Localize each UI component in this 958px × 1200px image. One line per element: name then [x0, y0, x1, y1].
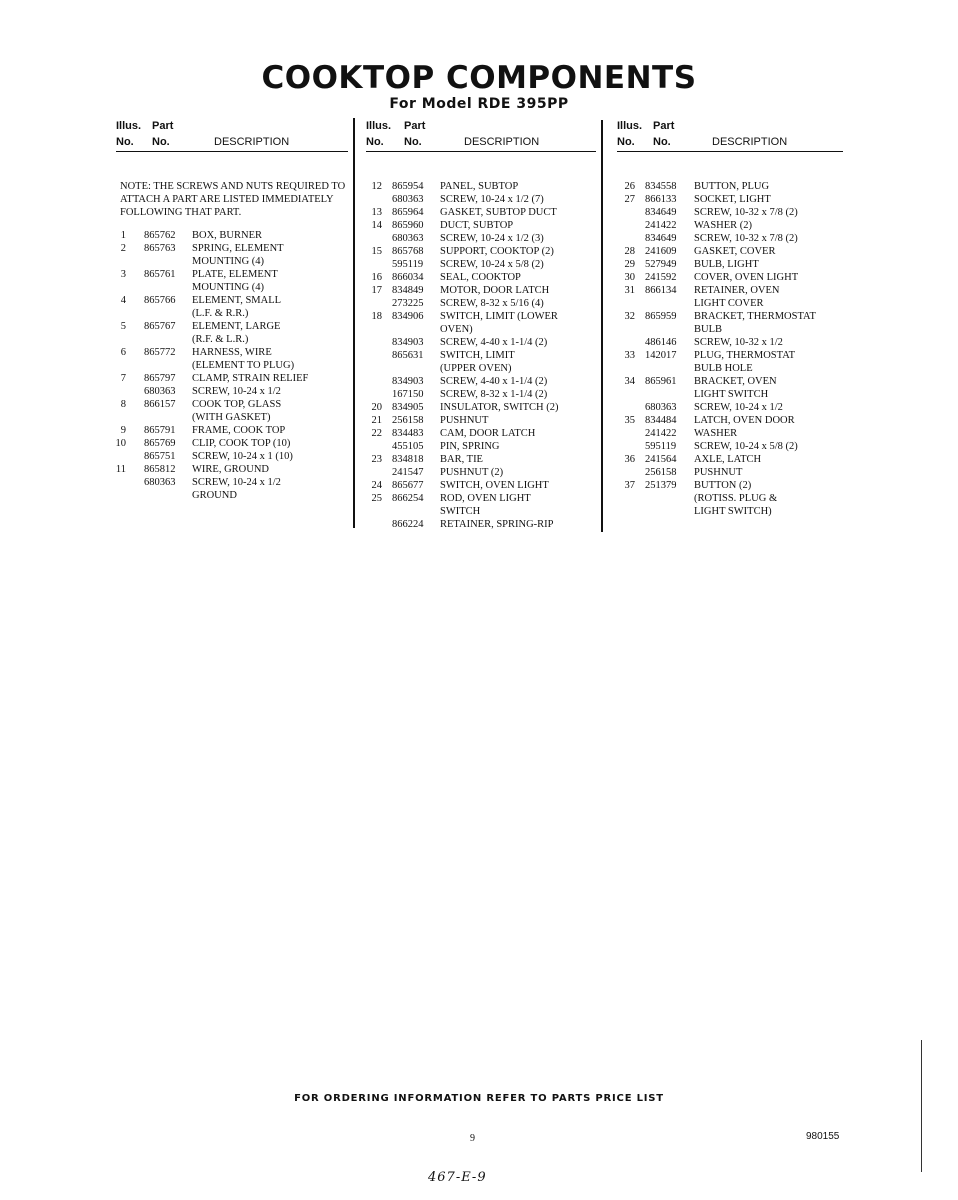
- illus-number: 25: [371, 493, 382, 504]
- part-description: PUSHNUT: [694, 467, 743, 478]
- illus-number: 32: [624, 311, 635, 322]
- part-number: 273225: [392, 298, 424, 309]
- part-no-label: No.: [404, 136, 422, 148]
- part-description: ELEMENT, LARGE: [192, 321, 281, 332]
- part-description: (R.F. & L.R.): [192, 334, 249, 345]
- part-description: PLATE, ELEMENT: [192, 269, 278, 280]
- part-no-label: No.: [653, 136, 671, 148]
- part-description: PUSHNUT (2): [440, 467, 504, 478]
- illus-number: 23: [371, 454, 382, 465]
- description-label: DESCRIPTION: [712, 136, 788, 148]
- part-row: [116, 372, 348, 385]
- part-number: 834849: [392, 285, 424, 296]
- part-description: DUCT, SUBTOP: [440, 220, 514, 231]
- part-row: [617, 310, 843, 323]
- part-number: 865812: [144, 464, 176, 475]
- part-row: [617, 180, 843, 193]
- part-description: BULB: [694, 324, 723, 335]
- description-label: DESCRIPTION: [214, 136, 290, 148]
- part-description: PANEL, SUBTOP: [440, 181, 519, 192]
- part-description: SWITCH, OVEN LIGHT: [440, 480, 549, 491]
- part-row: [366, 453, 596, 466]
- parts-rows: [617, 180, 843, 518]
- part-row: [366, 297, 596, 310]
- part-description: SCREW, 10-24 x 1 (10): [192, 451, 293, 462]
- part-description: SEAL, COOKTOP: [440, 272, 521, 283]
- parts-column-1: [115, 118, 348, 501]
- part-description: BOX, BURNER: [192, 230, 263, 241]
- column-header: [116, 118, 348, 154]
- illus-number: 31: [624, 285, 635, 296]
- part-description: SCREW, 10-32 x 1/2: [694, 337, 783, 348]
- part-description: SUPPORT, COOKTOP (2): [440, 246, 554, 257]
- part-description: WIRE, GROUND: [192, 464, 269, 475]
- part-number: 865791: [144, 425, 176, 436]
- part-row: [366, 388, 596, 401]
- part-number: 527949: [645, 259, 677, 270]
- part-row: [116, 242, 348, 255]
- part-number: 142017: [645, 350, 677, 361]
- part-row: [366, 479, 596, 492]
- part-number: 866254: [392, 493, 424, 504]
- part-row: [116, 437, 348, 450]
- part-row: [617, 388, 843, 401]
- header-rule: [366, 151, 596, 152]
- part-row: [617, 401, 843, 414]
- part-description: BUTTON, PLUG: [694, 181, 770, 192]
- illus-number: 8: [120, 399, 126, 410]
- part-number: 595119: [392, 259, 424, 270]
- page-title: COOKTOP COMPONENTS: [261, 60, 697, 96]
- part-number: 865766: [144, 295, 176, 306]
- part-row: [366, 258, 596, 271]
- illus-no-label: No.: [116, 136, 134, 148]
- part-row: [116, 385, 348, 398]
- part-row: [116, 476, 348, 489]
- part-row: [366, 492, 596, 505]
- part-description: SCREW, 10-24 x 5/8 (2): [694, 441, 798, 452]
- part-row: [366, 245, 596, 258]
- column-header: [366, 118, 596, 154]
- part-row: [617, 232, 843, 245]
- part-number: 865677: [392, 480, 424, 491]
- part-row: [366, 336, 596, 349]
- part-description: SCREW, 4-40 x 1-1/4 (2): [440, 376, 548, 387]
- part-row: [366, 401, 596, 414]
- part-description: CLAMP, STRAIN RELIEF: [192, 373, 309, 384]
- part-description: (ROTISS. PLUG &: [694, 493, 778, 504]
- part-number: 834483: [392, 428, 424, 439]
- illus-number: 35: [624, 415, 635, 426]
- illus-number: 11: [115, 464, 126, 475]
- part-number: 865762: [144, 230, 176, 241]
- part-number: 865761: [144, 269, 176, 280]
- part-number: 865797: [144, 373, 176, 384]
- part-description: BRACKET, THERMOSTAT: [694, 311, 816, 322]
- illus-no-label: No.: [617, 136, 635, 148]
- part-description: BRACKET, OVEN: [694, 376, 777, 387]
- illus-number: 28: [624, 246, 635, 257]
- part-description: SOCKET, LIGHT: [694, 194, 771, 205]
- part-number: 834649: [645, 233, 677, 244]
- part-description: SWITCH: [440, 506, 481, 517]
- part-number: 834903: [392, 337, 424, 348]
- illus-number: 17: [371, 285, 382, 296]
- part-description: SCREW, 10-32 x 7/8 (2): [694, 207, 798, 218]
- part-description: FRAME, COOK TOP: [192, 425, 286, 436]
- part-number: 834906: [392, 311, 424, 322]
- part-description: MOUNTING (4): [192, 282, 265, 293]
- parts-rows: [116, 229, 348, 502]
- part-description: LIGHT SWITCH: [694, 389, 769, 400]
- part-row: [116, 268, 348, 281]
- header-rule: [617, 151, 843, 152]
- part-number: 680363: [144, 477, 176, 488]
- part-number: 865767: [144, 321, 176, 332]
- part-row: [617, 427, 843, 440]
- part-row: [366, 349, 596, 362]
- part-number: 865769: [144, 438, 176, 449]
- part-row: [617, 193, 843, 206]
- illus-no-label: No.: [366, 136, 384, 148]
- part-row: [617, 336, 843, 349]
- part-row: [366, 466, 596, 479]
- part-row: [366, 323, 596, 336]
- part-description: SWITCH, LIMIT (LOWER: [440, 311, 558, 322]
- part-number: 167150: [392, 389, 424, 400]
- page-subtitle: For Model RDE 395PP: [389, 96, 569, 112]
- part-row: [366, 440, 596, 453]
- part-row: [366, 284, 596, 297]
- part-description: SCREW, 10-24 x 5/8 (2): [440, 259, 544, 270]
- illus-number: 1: [120, 230, 126, 241]
- part-description: COVER, OVEN LIGHT: [694, 272, 799, 283]
- part-description: LIGHT COVER: [694, 298, 764, 309]
- column-divider: [601, 120, 603, 532]
- illus-number: 36: [624, 454, 635, 465]
- part-number: 834818: [392, 454, 424, 465]
- part-description: WASHER: [694, 428, 738, 439]
- part-description: GASKET, COVER: [694, 246, 776, 257]
- part-number: 834649: [645, 207, 677, 218]
- part-row: [366, 518, 596, 531]
- part-description: HARNESS, WIRE: [192, 347, 272, 358]
- part-row: [366, 427, 596, 440]
- part-row: [116, 229, 348, 242]
- part-number: 455105: [392, 441, 424, 452]
- part-number: 680363: [392, 194, 424, 205]
- illus-number: 9: [120, 425, 126, 436]
- illus-number: 3: [120, 269, 126, 280]
- part-description: LIGHT SWITCH): [694, 506, 772, 517]
- part-row: [116, 255, 348, 268]
- part-row: [116, 346, 348, 359]
- illus-label: Illus.: [366, 120, 392, 132]
- column-divider: [353, 118, 355, 528]
- part-description: SCREW, 8-32 x 1-1/4 (2): [440, 389, 548, 400]
- illus-number: 22: [371, 428, 382, 439]
- part-row: [617, 271, 843, 284]
- part-row: [116, 424, 348, 437]
- part-description: AXLE, LATCH: [694, 454, 762, 465]
- part-row: [116, 450, 348, 463]
- illus-label: Illus.: [617, 120, 643, 132]
- part-row: [617, 206, 843, 219]
- part-row: [617, 349, 843, 362]
- part-row: [617, 453, 843, 466]
- part-row: [617, 362, 843, 375]
- part-number: 865631: [392, 350, 424, 361]
- part-number: 865959: [645, 311, 677, 322]
- part-row: [617, 466, 843, 479]
- part-description: BAR, TIE: [440, 454, 483, 465]
- illus-number: 30: [624, 272, 635, 283]
- illus-number: 15: [371, 246, 382, 257]
- parts-column-2: [366, 118, 596, 530]
- part-description: SCREW, 10-32 x 7/8 (2): [694, 233, 798, 244]
- part-description: ELEMENT, SMALL: [192, 295, 282, 306]
- part-description: (WITH GASKET): [192, 412, 271, 423]
- part-description: SCREW, 4-40 x 1-1/4 (2): [440, 337, 548, 348]
- illus-number: 5: [120, 321, 126, 332]
- part-description: (ELEMENT TO PLUG): [192, 360, 295, 371]
- part-row: [116, 411, 348, 424]
- illus-number: 13: [371, 207, 382, 218]
- part-number: 241422: [645, 220, 677, 231]
- part-row: [617, 414, 843, 427]
- part-number: 866133: [645, 194, 677, 205]
- illus-number: 18: [371, 311, 382, 322]
- part-number: 241422: [645, 428, 677, 439]
- part-row: [116, 359, 348, 372]
- part-row: [617, 505, 843, 518]
- part-number: 865964: [392, 207, 424, 218]
- illus-number: 10: [115, 438, 126, 449]
- part-description: BUTTON (2): [694, 480, 752, 491]
- part-description: SCREW, 10-24 x 1/2: [192, 386, 281, 397]
- part-description: PIN, SPRING: [440, 441, 500, 452]
- parts-column-3: [617, 118, 843, 517]
- part-description: BULB HOLE: [694, 363, 753, 374]
- part-row: [366, 310, 596, 323]
- part-row: [116, 294, 348, 307]
- part-number: 241592: [645, 272, 677, 283]
- part-number: 865763: [144, 243, 176, 254]
- part-row: [366, 505, 596, 518]
- part-description: INSULATOR, SWITCH (2): [440, 402, 559, 413]
- part-row: [366, 375, 596, 388]
- part-row: [617, 492, 843, 505]
- part-description: CLIP, COOK TOP (10): [192, 438, 291, 449]
- part-number: 680363: [645, 402, 677, 413]
- part-description: CAM, DOOR LATCH: [440, 428, 536, 439]
- part-row: [116, 463, 348, 476]
- part-row: [366, 232, 596, 245]
- part-number: 256158: [645, 467, 677, 478]
- part-number: 834903: [392, 376, 424, 387]
- illus-number: 29: [624, 259, 635, 270]
- part-row: [116, 489, 348, 502]
- part-number: 834484: [645, 415, 677, 426]
- part-row: [617, 479, 843, 492]
- parts-rows: [366, 180, 596, 531]
- illus-number: 27: [624, 194, 635, 205]
- part-number: 241564: [645, 454, 677, 465]
- part-row: [366, 362, 596, 375]
- part-description: SCREW, 8-32 x 5/16 (4): [440, 298, 544, 309]
- part-row: [617, 219, 843, 232]
- part-description: RETAINER, OVEN: [694, 285, 780, 296]
- part-number: 680363: [392, 233, 424, 244]
- part-number: 680363: [144, 386, 176, 397]
- part-row: [366, 180, 596, 193]
- part-number: 866224: [392, 519, 424, 530]
- part-number: 251379: [645, 480, 677, 491]
- illus-number: 7: [120, 373, 126, 384]
- part-number: 866034: [392, 272, 424, 283]
- part-row: [617, 297, 843, 310]
- part-number: 241547: [392, 467, 424, 478]
- document-number: 980155: [806, 1131, 840, 1142]
- part-row: [116, 333, 348, 346]
- part-row: [617, 245, 843, 258]
- part-number: 486146: [645, 337, 677, 348]
- part-row: [617, 440, 843, 453]
- part-number: 834558: [645, 181, 677, 192]
- part-description: GASKET, SUBTOP DUCT: [440, 207, 557, 218]
- part-description: SPRING, ELEMENT: [192, 243, 284, 254]
- part-number: 865768: [392, 246, 424, 257]
- part-label: Part: [152, 120, 174, 132]
- handwritten-code: 467-E-9: [428, 1170, 487, 1185]
- illus-number: 2: [120, 243, 126, 254]
- part-number: 865751: [144, 451, 176, 462]
- header-rule: [116, 151, 348, 152]
- illus-number: 37: [624, 480, 635, 491]
- part-number: 865961: [645, 376, 677, 387]
- illus-number: 24: [371, 480, 382, 491]
- part-description: OVEN): [440, 324, 473, 335]
- part-description: LATCH, OVEN DOOR: [694, 415, 795, 426]
- part-description: WASHER (2): [694, 220, 753, 231]
- illus-label: Illus.: [116, 120, 142, 132]
- illus-number: 26: [624, 181, 635, 192]
- column-header: [617, 118, 843, 154]
- part-row: [366, 271, 596, 284]
- part-description: COOK TOP, GLASS: [192, 399, 282, 410]
- part-number: 834905: [392, 402, 424, 413]
- part-row: [366, 206, 596, 219]
- part-number: 241609: [645, 246, 677, 257]
- part-description: ROD, OVEN LIGHT: [440, 493, 531, 504]
- part-description: SWITCH, LIMIT: [440, 350, 515, 361]
- part-row: [116, 281, 348, 294]
- part-label: Part: [404, 120, 426, 132]
- part-number: 865954: [392, 181, 424, 192]
- part-description: PLUG, THERMOSTAT: [694, 350, 796, 361]
- part-row: [617, 375, 843, 388]
- description-label: DESCRIPTION: [464, 136, 540, 148]
- part-number: 595119: [645, 441, 677, 452]
- part-row: [366, 219, 596, 232]
- page-number: 9: [470, 1133, 475, 1144]
- part-description: BULB, LIGHT: [694, 259, 759, 270]
- ordering-footer: FOR ORDERING INFORMATION REFER TO PARTS PRICE LIST: [294, 1093, 664, 1104]
- part-description: PUSHNUT: [440, 415, 489, 426]
- illus-number: 14: [371, 220, 382, 231]
- scan-edge-line: [921, 1040, 922, 1172]
- illus-number: 33: [624, 350, 635, 361]
- part-description: GROUND: [192, 490, 237, 501]
- part-label: Part: [653, 120, 675, 132]
- part-row: [366, 193, 596, 206]
- part-row: [617, 258, 843, 271]
- part-description: (UPPER OVEN): [440, 363, 512, 374]
- note-text: NOTE: THE SCREWS AND NUTS REQUIRED TO ATTACH A PART ARE LISTED IMMEDIATELY FOLLOWING THAT PART.: [120, 181, 346, 218]
- part-description: MOTOR, DOOR LATCH: [440, 285, 550, 296]
- part-description: MOUNTING (4): [192, 256, 265, 267]
- part-description: SCREW, 10-24 x 1/2 (3): [440, 233, 544, 244]
- illus-number: 34: [624, 376, 635, 387]
- part-no-label: No.: [152, 136, 170, 148]
- illus-number: 16: [371, 272, 382, 283]
- part-row: [617, 284, 843, 297]
- part-number: 865772: [144, 347, 176, 358]
- part-description: RETAINER, SPRING-RIP: [440, 519, 554, 530]
- part-number: 866134: [645, 285, 677, 296]
- part-row: [366, 414, 596, 427]
- illus-number: 21: [371, 415, 382, 426]
- part-row: [617, 323, 843, 336]
- illus-number: 6: [120, 347, 126, 358]
- part-row: [116, 320, 348, 333]
- part-number: 865960: [392, 220, 424, 231]
- part-description: (L.F. & R.R.): [192, 308, 249, 319]
- part-description: SCREW, 10-24 x 1/2: [192, 477, 281, 488]
- part-description: SCREW, 10-24 x 1/2 (7): [440, 194, 544, 205]
- illus-number: 20: [371, 402, 382, 413]
- part-row: [116, 398, 348, 411]
- illus-number: 12: [371, 181, 382, 192]
- part-number: 866157: [144, 399, 176, 410]
- part-number: 256158: [392, 415, 424, 426]
- part-description: SCREW, 10-24 x 1/2: [694, 402, 783, 413]
- part-row: [116, 307, 348, 320]
- illus-number: 4: [120, 295, 126, 306]
